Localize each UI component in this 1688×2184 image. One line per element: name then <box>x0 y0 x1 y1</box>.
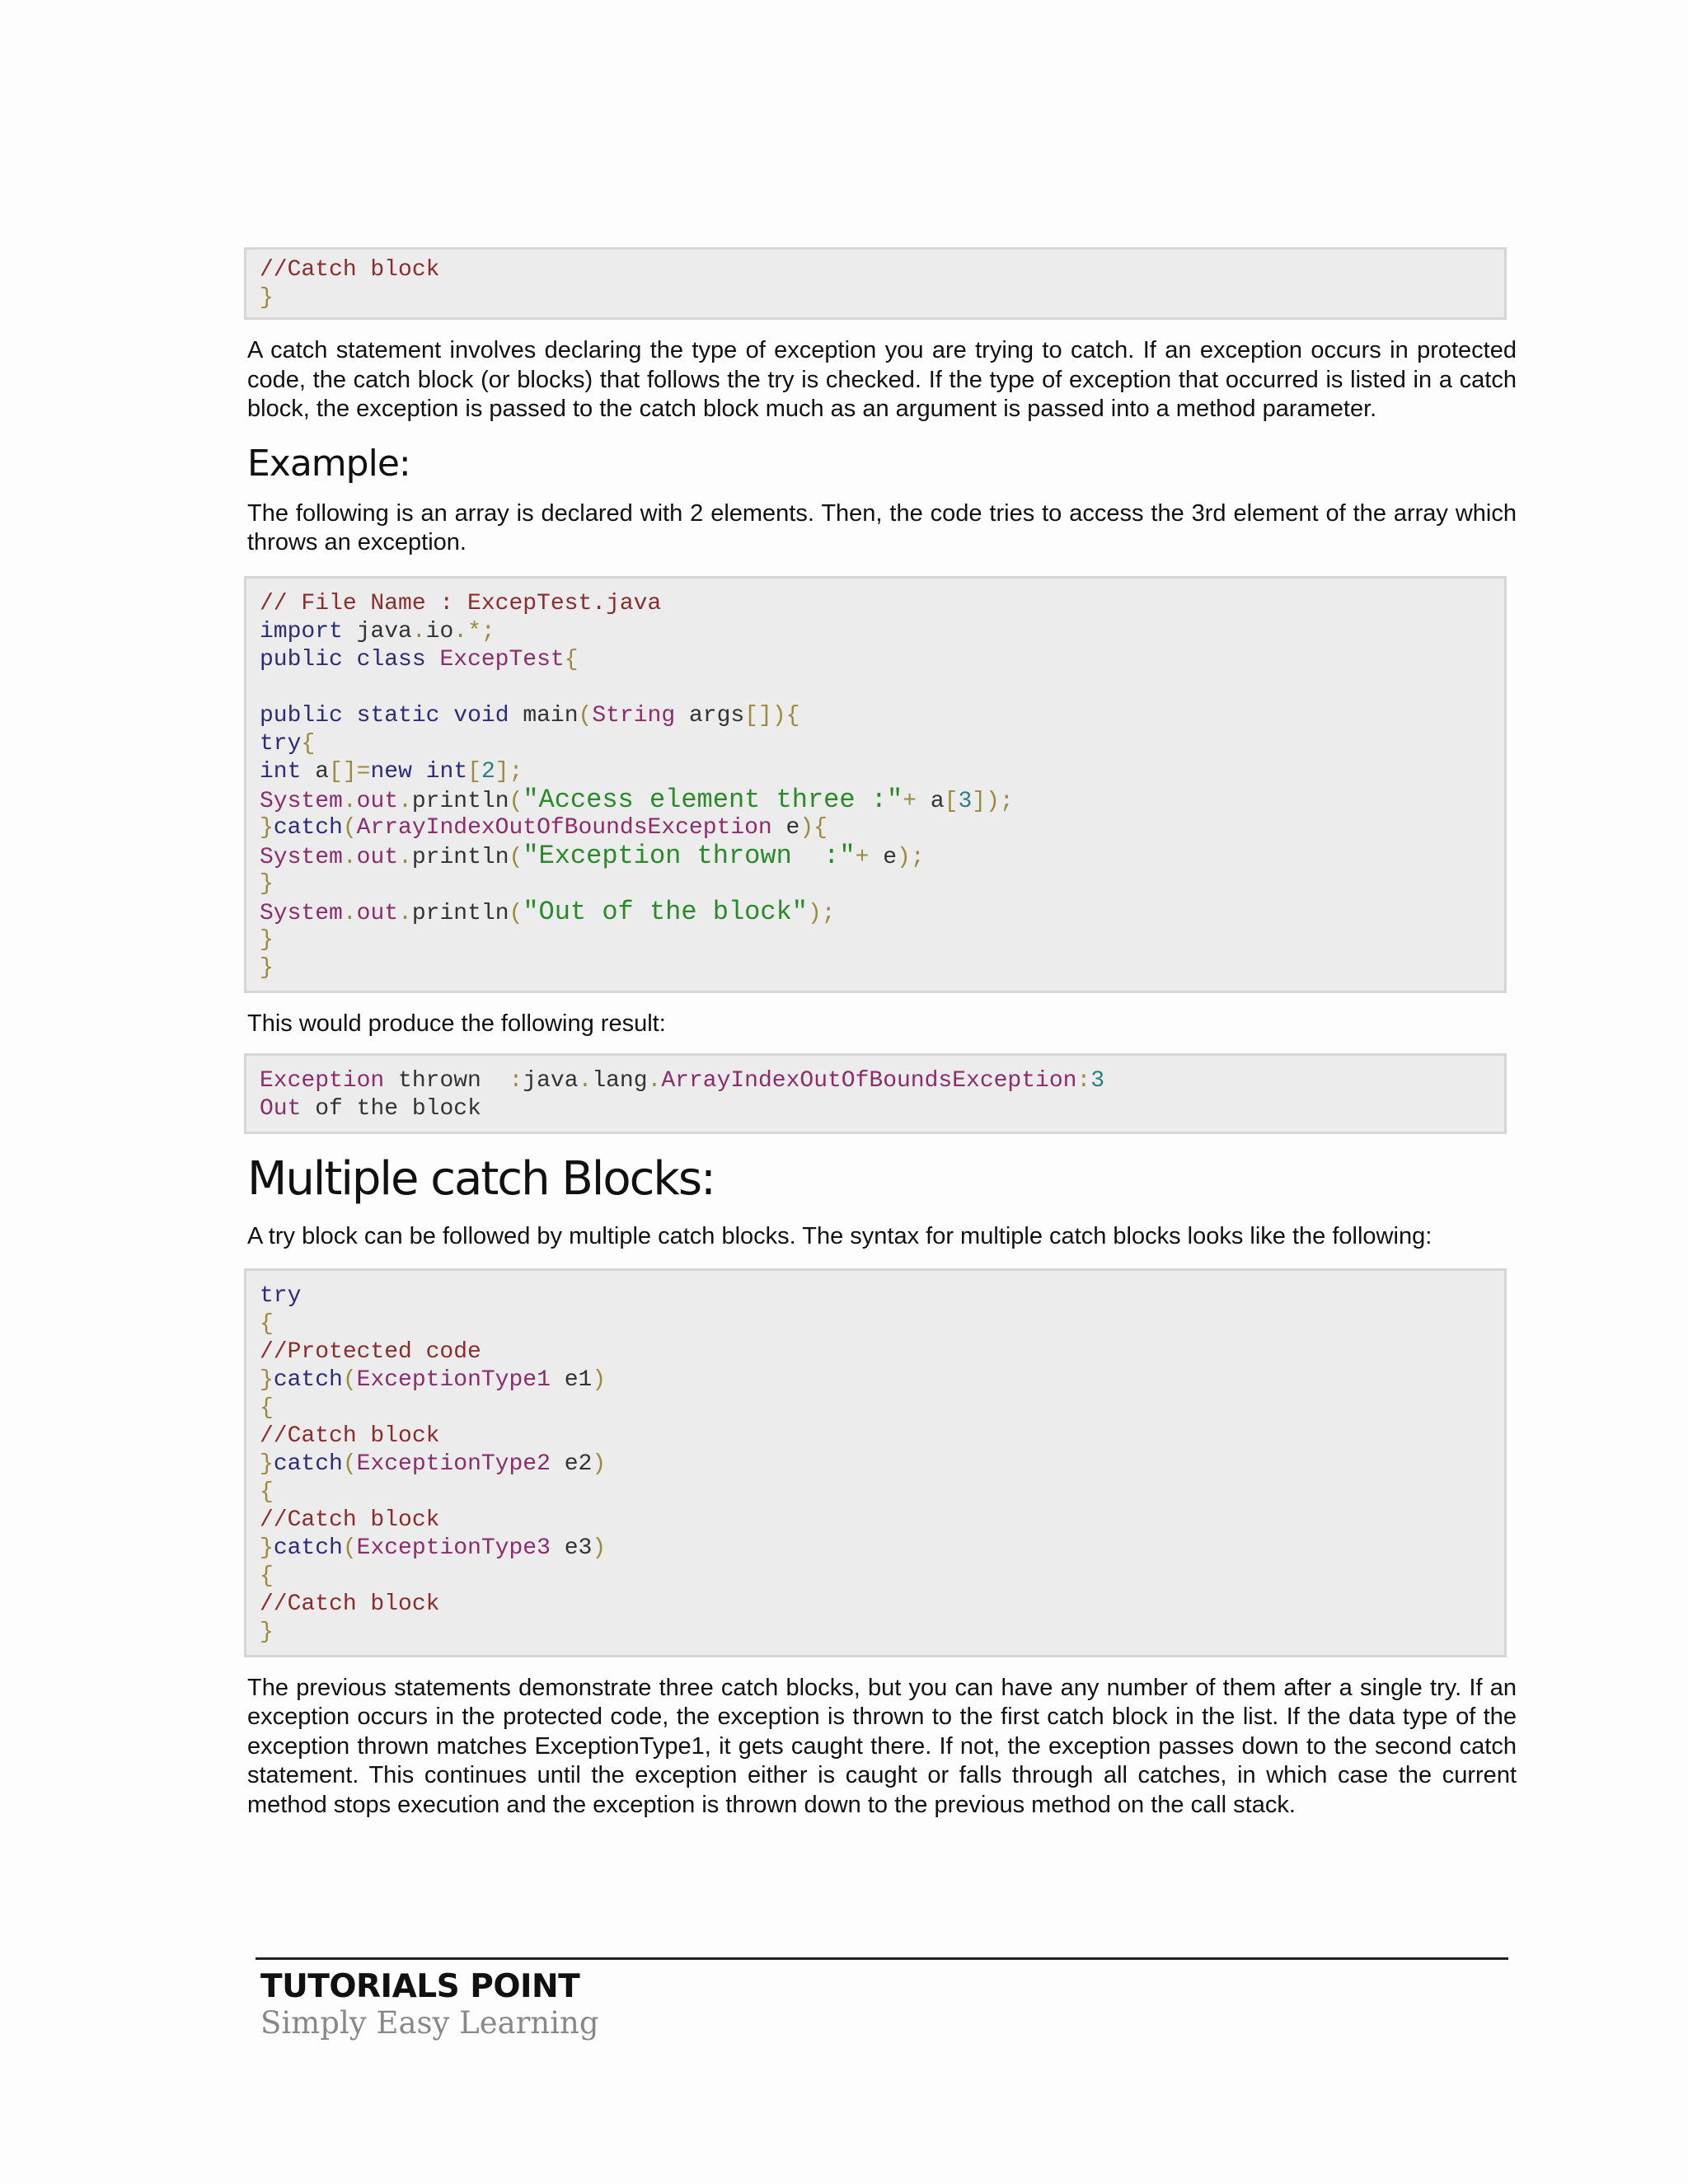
code-line: // File Name : ExcepTest.java <box>260 590 662 616</box>
code-line: System.out.println("Exception thrown :"+ e); <box>260 840 925 871</box>
footer-divider <box>256 1957 1508 1960</box>
code-line: { <box>260 1479 274 1505</box>
paragraph-multiple-catch-explanation: The previous statements demonstrate three catch blocks, but you can have any number of them after a single try. If an exception occurs in the protected code, the exception is thrown to the first catch block in the list. If the data type of the exception thrown matches ExceptionType1, it gets caught there. If not, the exception passes down to the second catch statement. This continues until the exception either is caught or falls through all catches, in which case the current method stops execution and the exception is thrown down to the previous method on the call stack. <box>247 1674 1517 1818</box>
code-line: } <box>260 926 274 953</box>
code-line: System.out.println("Out of the block"); <box>260 896 836 927</box>
code-line: { <box>260 1310 274 1337</box>
footer-tagline: Simply Easy Learning <box>260 2005 599 2041</box>
code-line: }catch(ExceptionType1 e1) <box>260 1366 607 1393</box>
code-line: //Catch block <box>260 1507 440 1533</box>
code-block-example <box>244 576 1507 993</box>
paragraph-example-intro: The following is an array is declared with 2 elements. Then, the code tries to access the 3rd element of the array which throws an exception. <box>247 499 1517 555</box>
code-line: }catch(ExceptionType2 e2) <box>260 1451 607 1477</box>
code-line: } <box>260 870 274 897</box>
code-line: public static void main(String args[]){ <box>260 702 800 729</box>
code-line: //Catch block <box>260 1591 440 1617</box>
paragraph-multiple-catch-intro: A try block can be followed by multiple catch blocks. The syntax for multiple catch blocks looks like the following: <box>247 1223 1432 1249</box>
footer-brand: TUTORIALS POINT <box>260 1968 580 2005</box>
example-heading: Example: <box>247 442 410 485</box>
code-line: }catch(ExceptionType3 e3) <box>260 1535 607 1561</box>
code-line: //Catch block <box>260 1422 440 1449</box>
code-line: { <box>260 1563 274 1589</box>
code-line: try{ <box>260 730 316 757</box>
paragraph-catch-statement: A catch statement involves declaring the type of exception you are trying to catch. If an exception occurs in protected code, the catch block (or blocks) that follows the try is checked. If the type of exception that occurred is listed in a catch block, the exception is passed to the catch block much as an argument is passed into a method parameter. <box>247 337 1517 422</box>
code-line: } <box>260 285 274 311</box>
code-line: try <box>260 1282 302 1309</box>
code-block-multiple-catch <box>244 1268 1507 1657</box>
code-line: System.out.println("Access element three :"+ a[3]); <box>260 784 1014 815</box>
code-block-result <box>244 1053 1507 1134</box>
page-content <box>247 247 1517 1820</box>
code-line: Out of the block <box>260 1096 481 1122</box>
code-block-catch-end <box>244 247 1507 320</box>
code-line: }catch(ArrayIndexOutOfBoundsException e){ <box>260 814 828 841</box>
section-heading-multiple-catch: Multiple catch Blocks: <box>247 1152 715 1206</box>
code-line: //Protected code <box>260 1338 481 1365</box>
paragraph-result-intro: This would produce the following result: <box>247 1010 666 1037</box>
code-line: import java.io.*; <box>260 618 495 644</box>
code-line: //Catch block <box>260 257 440 283</box>
code-line: Exception thrown :java.lang.ArrayIndexOutOfBoundsException:3 <box>260 1068 1105 1094</box>
code-line: } <box>260 1619 274 1645</box>
code-line: } <box>260 954 274 981</box>
code-line <box>260 674 1491 702</box>
page-footer <box>256 1957 1508 2041</box>
code-line: { <box>260 1394 274 1421</box>
code-line: int a[]=new int[2]; <box>260 758 523 785</box>
code-line: public class ExcepTest{ <box>260 646 579 673</box>
